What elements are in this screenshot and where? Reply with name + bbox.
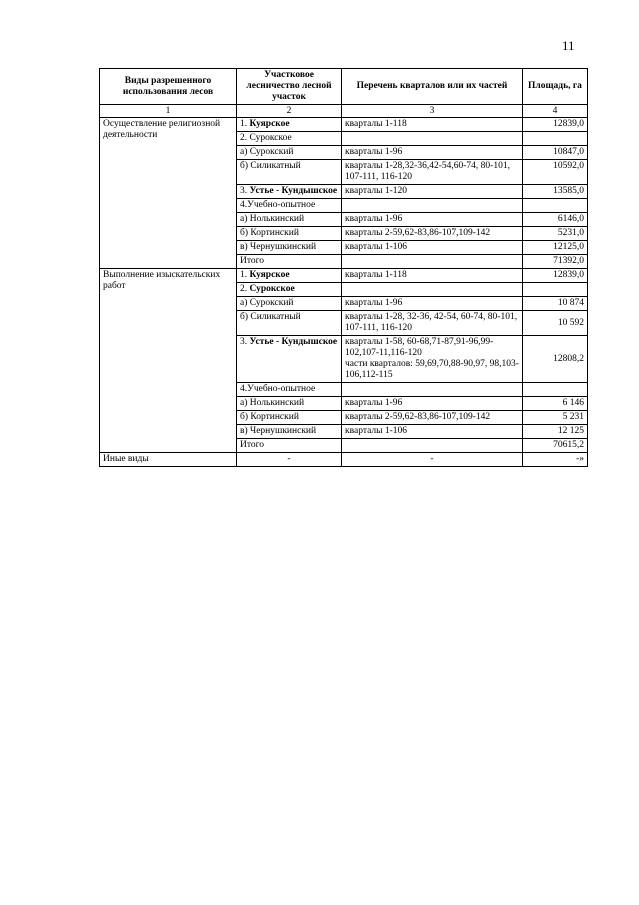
quarters-cell: кварталы 1-96 xyxy=(342,297,523,311)
area-cell: 12839,0 xyxy=(523,269,588,283)
use-type-cell: Осуществление религиозной деятельности xyxy=(100,118,237,269)
area-cell: 6146,0 xyxy=(523,213,588,227)
total-label: Итого xyxy=(237,255,342,269)
forest-use-table xyxy=(99,68,588,467)
quarters-cell: кварталы 2-59,62-83,86-107,109-142 xyxy=(342,227,523,241)
header-row xyxy=(100,69,588,105)
quarters-cell xyxy=(342,132,523,146)
area-cell xyxy=(523,283,588,297)
use-type-cell: Выполнение изыскательских работ xyxy=(100,269,237,453)
header-forestry: Участковое лесничество лесной участок xyxy=(237,69,342,105)
quarters-cell: кварталы 1-96 xyxy=(342,213,523,227)
quarters-cell: - xyxy=(342,453,523,467)
forestry-cell: а) Сурокский xyxy=(237,297,342,311)
quarters-cell: кварталы 1-106 xyxy=(342,425,523,439)
quarters-cell: кварталы 1-120 xyxy=(342,185,523,199)
forestry-cell: 3. Устье - Кундышское xyxy=(237,185,342,199)
forestry-cell: 1. Куярское xyxy=(237,269,342,283)
column-number-row xyxy=(100,105,588,118)
page-number: 11 xyxy=(562,38,575,53)
quarters-cell: кварталы 2-59,62-83,86-107,109-142 xyxy=(342,411,523,425)
quarters-cell: кварталы 1-118 xyxy=(342,269,523,283)
quarters-cell: кварталы 1-28, 32-36, 42-54, 60-74, 80-101, 107-111, 116-120 xyxy=(342,311,523,336)
table-row xyxy=(100,269,588,283)
area-cell xyxy=(523,132,588,146)
quarters-cell xyxy=(342,336,523,383)
forestry-cell: 4.Учебно-опытное xyxy=(237,199,342,213)
area-cell: 5 231 xyxy=(523,411,588,425)
quarters-cell xyxy=(342,383,523,397)
header-area: Площадь, га xyxy=(523,69,588,105)
quarters-cell: кварталы 1-28,32-36,42-54,60-74, 80-101, 107-111, 116-120 xyxy=(342,160,523,185)
header-use-type: Виды разрешенного использования лесов xyxy=(100,69,237,105)
col-number: 1 xyxy=(100,105,237,118)
quarters-list: кварталы 1-58, 60-68,71-87,91-96,99-102,107-11,116-120 xyxy=(345,337,494,358)
area-cell: 10 874 xyxy=(523,297,588,311)
col-number: 2 xyxy=(237,105,342,118)
area-cell: 13585,0 xyxy=(523,185,588,199)
forestry-cell: б) Силикатный xyxy=(237,160,342,185)
forestry-cell: в) Чернушкинский xyxy=(237,241,342,255)
forestry-cell: 2. Сурокское xyxy=(237,132,342,146)
quarters-cell: кварталы 1-96 xyxy=(342,146,523,160)
total-label: Итого xyxy=(237,439,342,453)
quarters-parts: части кварталов: 59,69,70,88-90,97, 98,103-106,112-115 xyxy=(345,359,519,380)
area-cell: 12 125 xyxy=(523,425,588,439)
forestry-cell: б) Кортинский xyxy=(237,227,342,241)
area-cell: -» xyxy=(523,453,588,467)
use-type-cell: Иные виды xyxy=(100,453,237,467)
forestry-cell: а) Нолькинский xyxy=(237,213,342,227)
area-cell: 12839,0 xyxy=(523,118,588,132)
forestry-cell: а) Нолькинский xyxy=(237,397,342,411)
quarters-cell xyxy=(342,199,523,213)
area-cell: 10 592 xyxy=(523,311,588,336)
area-cell: 12808,2 xyxy=(523,336,588,383)
area-cell: 10592,0 xyxy=(523,160,588,185)
forestry-cell: а) Сурокский xyxy=(237,146,342,160)
quarters-cell xyxy=(342,439,523,453)
area-cell: 10847,0 xyxy=(523,146,588,160)
col-number: 3 xyxy=(342,105,523,118)
quarters-cell xyxy=(342,283,523,297)
table-row xyxy=(100,453,588,467)
forestry-cell: в) Чернушкинский xyxy=(237,425,342,439)
forestry-cell: - xyxy=(237,453,342,467)
quarters-cell: кварталы 1-118 xyxy=(342,118,523,132)
col-number: 4 xyxy=(523,105,588,118)
quarters-cell: кварталы 1-96 xyxy=(342,397,523,411)
forestry-cell: 2. Сурокское xyxy=(237,283,342,297)
area-cell: 6 146 xyxy=(523,397,588,411)
forestry-cell: 4.Учебно-опытное xyxy=(237,383,342,397)
header-quarters: Перечень кварталов или их частей xyxy=(342,69,523,105)
forestry-cell: б) Силикатный xyxy=(237,311,342,336)
area-cell xyxy=(523,383,588,397)
area-cell: 12125,0 xyxy=(523,241,588,255)
quarters-cell xyxy=(342,255,523,269)
area-cell: 5231,0 xyxy=(523,227,588,241)
total-area: 70615,2 xyxy=(523,439,588,453)
table-row xyxy=(100,118,588,132)
total-area: 71392,0 xyxy=(523,255,588,269)
area-cell xyxy=(523,199,588,213)
forestry-cell: 1. Куярское xyxy=(237,118,342,132)
quarters-cell: кварталы 1-106 xyxy=(342,241,523,255)
forestry-cell: 3. Устье - Кундышское xyxy=(237,336,342,383)
forestry-cell: б) Кортинский xyxy=(237,411,342,425)
